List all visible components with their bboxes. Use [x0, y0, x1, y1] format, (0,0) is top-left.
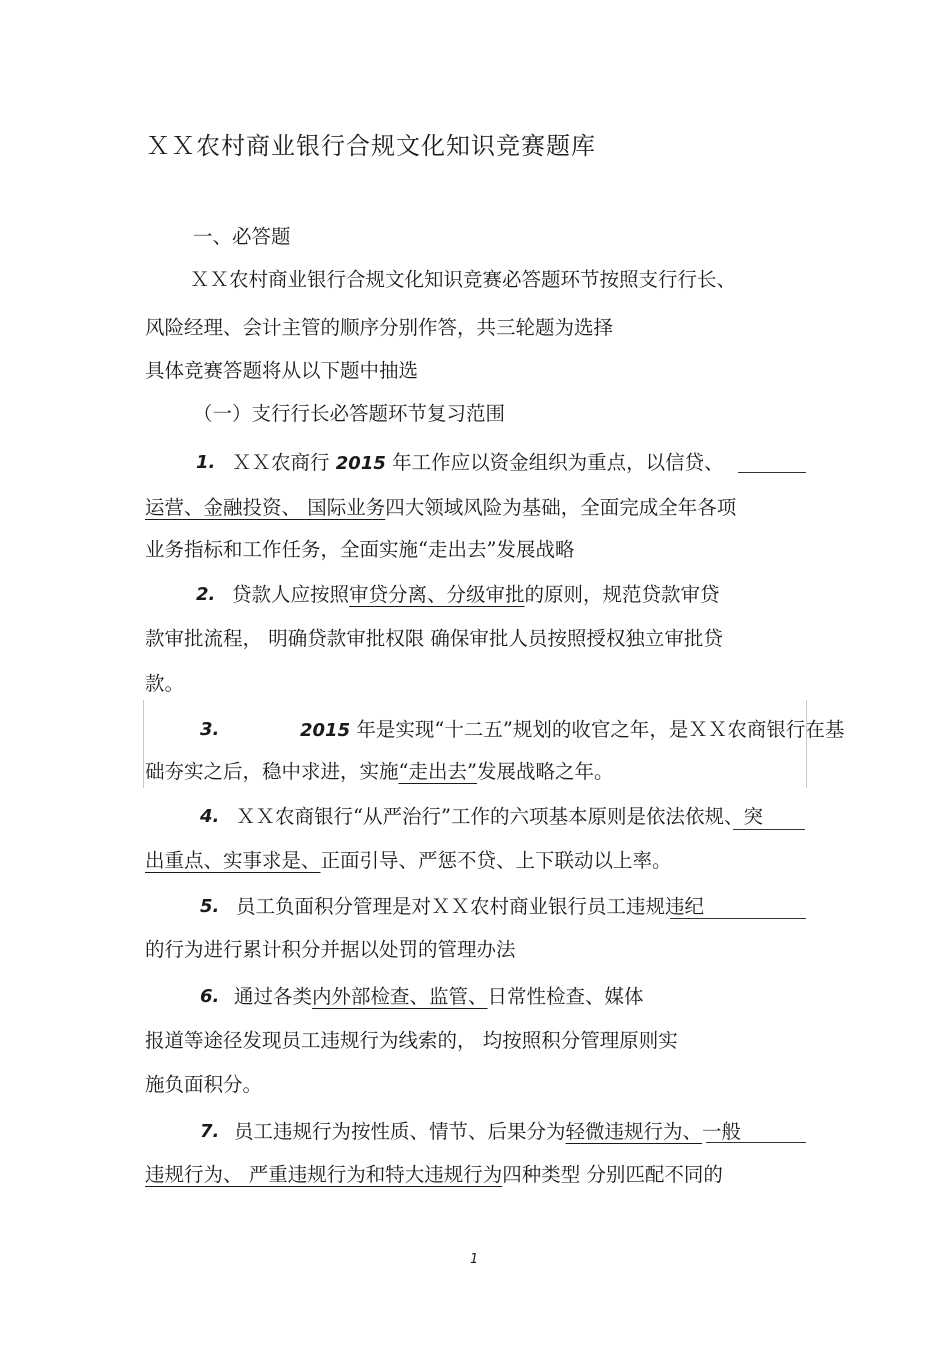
question-line [145, 1031, 678, 1051]
underlined-answer: 内外部检查、监管、 [312, 985, 488, 1008]
question-line [236, 897, 704, 917]
underlined-answer: 审贷分离、分级审批 [349, 583, 525, 606]
intro-line: 风险经理、会计主管的顺序分别作答，共三轮题为选择 [145, 316, 614, 339]
year-number: 2015 [300, 720, 357, 741]
text-segment: 年工作应以资金组织为重点，以信贷、 [392, 451, 724, 474]
text-segment: 年是实现“十二五”规划的收官之年，是ＸＸ农商银行在基 [356, 718, 845, 741]
question-number: 2. [196, 584, 216, 605]
question-line [300, 720, 844, 740]
question-line [145, 1075, 262, 1095]
text-segment: 通过各类 [234, 985, 313, 1008]
underlined-answer: 运营、金融投资、 国际业务 [145, 496, 386, 519]
question-line [236, 807, 763, 827]
text-segment: 贷款人应按照 [232, 583, 350, 606]
question-number: 6. [200, 986, 220, 1007]
question-line [145, 498, 736, 518]
answer-blank-rule [670, 918, 806, 919]
question-line [145, 851, 672, 871]
text-segment: 的原则，规范贷款审贷 [524, 583, 720, 606]
text-segment: 四种类型 分别匹配不同的 [502, 1163, 723, 1186]
question-line [145, 1165, 723, 1185]
margin-line [143, 700, 144, 788]
text-segment: ＸＸ农商银行“从严治行”工作的六项基本原则是依法依规、突 [236, 805, 763, 828]
question-line [234, 1122, 741, 1142]
question-line [232, 453, 724, 473]
question-number: 3. [200, 719, 220, 740]
question-line [234, 987, 644, 1007]
underlined-answer: “走出去” [398, 760, 477, 783]
answer-blank-rule [738, 472, 806, 473]
text-segment: 四大领域风险为基础，全面完成全年各项 [385, 496, 737, 519]
text-segment: ＸＸ农商行 [232, 451, 330, 474]
subsection-heading: （一）支行行长必答题环节复习范围 [193, 402, 506, 425]
question-line [145, 629, 723, 649]
question-line [145, 940, 516, 960]
answer-blank-rule [733, 829, 805, 830]
question-line [232, 585, 720, 605]
text-segment: 的行为进行累计积分并据以处罚的管理办法 [145, 938, 516, 961]
question-number: 7. [200, 1121, 220, 1142]
text-segment: 业务指标和工作任务，全面实施“走出去”发展战略 [145, 538, 575, 561]
underlined-answer: 轻微违规行为、 [565, 1120, 703, 1143]
text-segment: 员工违规行为按性质、情节、后果分为 [234, 1120, 566, 1143]
question-line [145, 674, 184, 694]
question-number: 5. [200, 896, 220, 917]
page-number: 1 [470, 1252, 479, 1267]
intro-line: ＸＸ农村商业银行合规文化知识竞赛必答题环节按照支行行长、 [190, 268, 737, 291]
question-number: 4. [200, 806, 220, 827]
answer-blank-rule [706, 1142, 806, 1143]
underlined-answer: 出重点、实事求是、 [145, 849, 321, 872]
text-segment: 础夯实之后，稳中求进，实施 [145, 760, 399, 783]
text-segment: 一般 [702, 1120, 742, 1143]
text-segment: 款。 [145, 672, 185, 695]
margin-line [806, 700, 807, 788]
text-segment: 施负面积分。 [145, 1073, 263, 1096]
intro-line: 具体竞赛答题将从以下题中抽选 [145, 359, 419, 382]
text-segment: 员工负面积分管理是对ＸＸ农村商业银行员工违规违纪 [236, 895, 705, 918]
question-line [145, 540, 574, 560]
section-heading: 一、必答题 [193, 225, 291, 248]
text-segment: 正面引导、严惩不贷、上下联动以上率。 [320, 849, 672, 872]
year-number: 2015 [329, 453, 393, 474]
document-title: ＸＸ农村商业银行合规文化知识竞赛题库 [146, 132, 596, 160]
question-line [145, 762, 613, 782]
text-segment: 日常性检查、媒体 [487, 985, 644, 1008]
underlined-answer: 违规行为、 严重违规行为和特大违规行为 [145, 1163, 503, 1186]
text-segment: 发展战略之年。 [476, 760, 614, 783]
text-segment: 款审批流程， 明确贷款审批权限 确保审批人员按照授权独立审批贷 [145, 627, 723, 650]
text-segment: 报道等途径发现员工违规行为线索的， 均按照积分管理原则实 [145, 1029, 678, 1052]
question-number: 1. [196, 452, 216, 473]
